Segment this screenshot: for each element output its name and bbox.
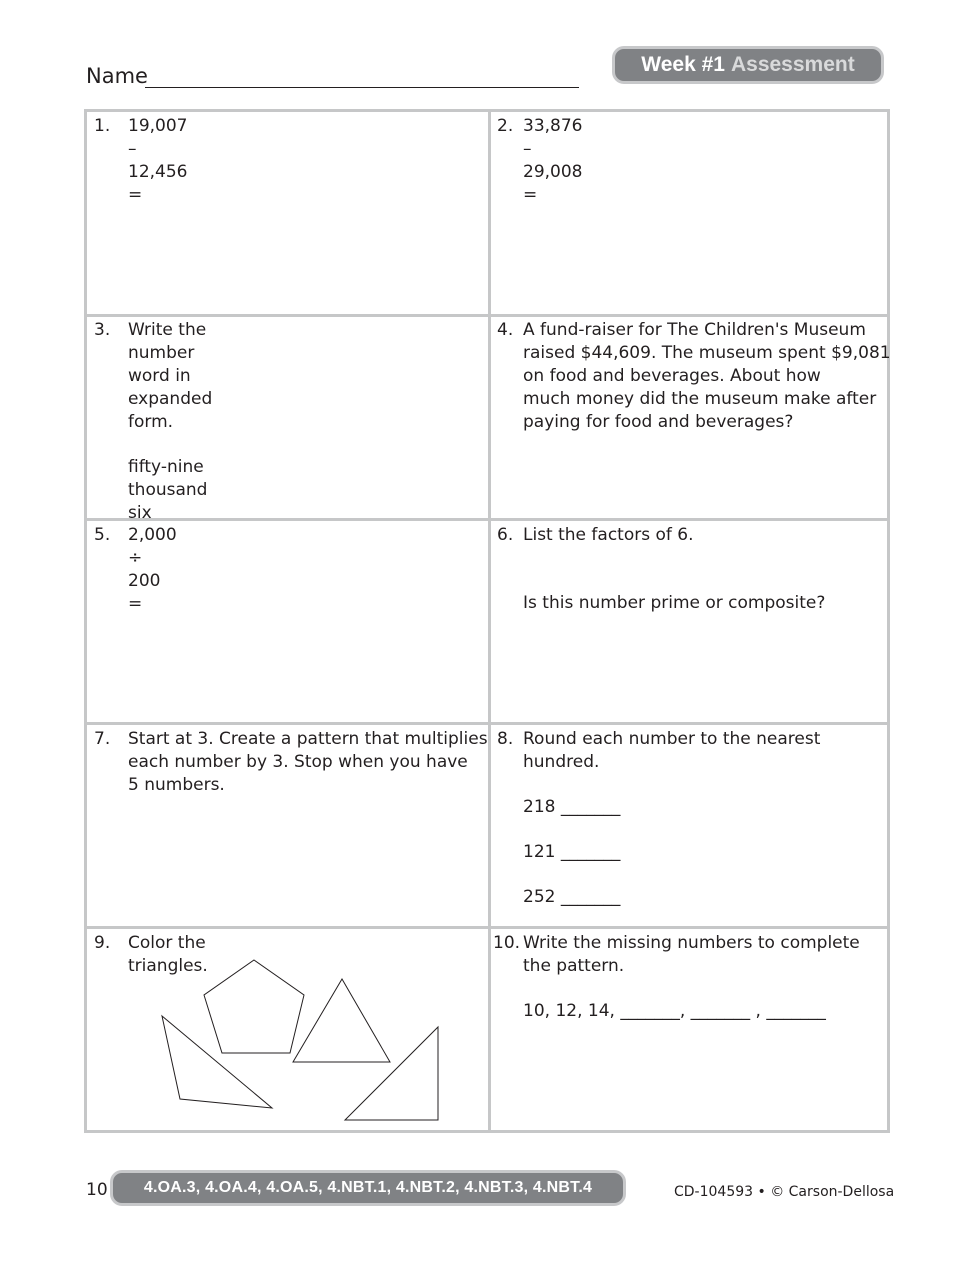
- question-prompt: Is this number prime or composite?: [523, 593, 826, 613]
- question-text: the pattern.: [523, 956, 625, 976]
- triangle-shape[interactable]: [345, 1027, 438, 1120]
- question-number: 10.: [493, 933, 521, 953]
- triangle-shape[interactable]: [293, 979, 390, 1062]
- question-text: 19,007 – 12,456 =: [128, 116, 188, 205]
- grid-divider: [488, 112, 491, 1130]
- rounding-item[interactable]: 218 _______: [523, 797, 621, 817]
- question-number: 8.: [497, 729, 514, 749]
- question-text: much money did the museum make after: [523, 389, 877, 409]
- question-text: Round each number to the nearest: [523, 729, 821, 749]
- standards-badge: 4.OA.3, 4.OA.4, 4.OA.5, 4.NBT.1, 4.NBT.2, 4.NBT.3, 4.NBT.4: [110, 1170, 626, 1206]
- question-number: 5.: [94, 525, 111, 545]
- grid-divider: [87, 722, 887, 725]
- question-text: 33,876 – 29,008 =: [523, 116, 583, 205]
- rounding-item[interactable]: 252 _______: [523, 887, 621, 907]
- pentagon-shape[interactable]: [204, 960, 304, 1053]
- assessment-label: Assessment: [730, 53, 855, 76]
- name-label: Name: [86, 64, 148, 88]
- question-text: Color the triangles.: [128, 933, 208, 976]
- question-prompt: fifty-nine thousand six: [128, 457, 208, 523]
- question-text: raised $44,609. The museum spent $9,081: [523, 343, 891, 363]
- question-number: 9.: [94, 933, 111, 953]
- question-text: 5 numbers.: [128, 775, 225, 795]
- grid-divider: [87, 926, 887, 929]
- shapes-figure: [160, 955, 450, 1125]
- question-text: hundred.: [523, 752, 600, 772]
- question-text: form.: [128, 412, 174, 432]
- question-text: Write the missing numbers to complete: [523, 933, 860, 953]
- page-number: 10: [86, 1180, 108, 1200]
- question-text: A fund-raiser for The Children's Museum: [523, 320, 866, 340]
- question-text: Write the number word in expanded: [128, 320, 213, 409]
- question-number: 1.: [94, 116, 111, 136]
- week-assessment-badge: [612, 46, 884, 84]
- question-text: List the factors of 6.: [523, 525, 694, 545]
- question-text: each number by 3. Stop when you have: [128, 752, 468, 772]
- rounding-item[interactable]: 121 _______: [523, 842, 621, 862]
- question-text: Start at 3. Create a pattern that multiplies: [128, 729, 488, 749]
- publisher-credit: CD-104593 • © Carson-Dellosa: [674, 1184, 895, 1200]
- pattern-blanks[interactable]: 10, 12, 14, _______, _______ , _______: [523, 1001, 826, 1021]
- week-label: Week #1: [641, 53, 725, 76]
- question-number: 6.: [497, 525, 514, 545]
- question-text: on food and beverages. About how: [523, 366, 821, 386]
- triangle-shape[interactable]: [162, 1016, 272, 1108]
- question-number: 4.: [497, 320, 514, 340]
- question-number: 2.: [497, 116, 514, 136]
- name-line[interactable]: [145, 87, 579, 88]
- grid-divider: [87, 314, 887, 317]
- question-text: paying for food and beverages?: [523, 412, 794, 432]
- question-text: 2,000 ÷ 200 =: [128, 525, 177, 614]
- question-number: 3.: [94, 320, 111, 340]
- question-number: 7.: [94, 729, 111, 749]
